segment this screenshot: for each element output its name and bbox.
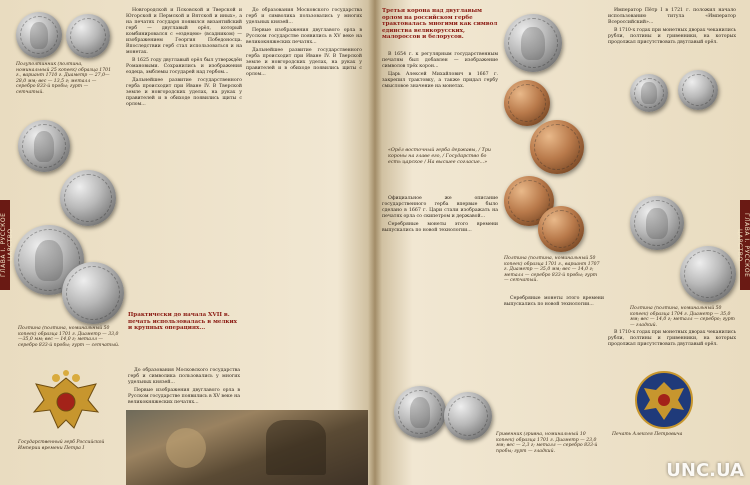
coin-large-left-2 [62, 262, 124, 324]
caption-crest-right: Печать Алексея Петровича [612, 432, 683, 437]
left-text-column-1 [126, 8, 242, 110]
right-highlight-heading: Третья корона над двуглавым орлом на российском гербе трактовалась многими как символ единства великорусских, малороссов и белорусов. [382, 8, 498, 41]
section-tab-left: ГЛАВА I. РУССКОЕ ЦАРСТВО [0, 200, 10, 290]
caption-mid-coin: Полтина (полтина, номинальный 50 копеек) образца 1701 г., вариант 1707 г. Диаметр — 35,0 мм; вес — 14,0 г; металл — серебро 833-й пробы; гурт — сетчатый. [504, 256, 600, 284]
right-text-column-3 [504, 296, 604, 310]
coin-bronze-4 [538, 206, 584, 252]
coin-right-large-2 [680, 246, 736, 302]
book-gutter [368, 0, 382, 485]
coin-right-large-1 [630, 196, 684, 250]
paragraph: В 1710-х годах при монетных дворах чеканились рубли, полтины и гривенники, на которых продолжал присутствовать двуглавый орёл. [608, 330, 736, 347]
verse-quote: «Орёл восточный герба державы, / Три короны на главе его, / Государство бо есть царское / На высшее согласие...» [388, 148, 491, 165]
coin-grivennik-reverse [444, 392, 492, 440]
right-page [378, 0, 750, 485]
watermark: UNC.UA [666, 460, 744, 481]
paragraph: Серебряные монеты этого времени выпускались по новой технологии... [382, 222, 498, 233]
imperial-seal-crest [634, 370, 694, 430]
coin-bronze-1 [504, 80, 550, 126]
paragraph: В 1710-х годах при монетных дворах чеканились рубли, полтины и гривенники, на которых продолжал присутствовать двуглавый орёл. [608, 28, 736, 45]
paragraph: В 1625 году двуглавый орёл был утверждён Романовыми. Сохранились и изображения ездеца, эмблемы государей над гербом... [126, 58, 242, 75]
right-text-column-5 [608, 330, 736, 350]
left-text-column-3 [246, 8, 362, 80]
historical-painting [126, 410, 368, 485]
double-headed-eagle-crest [26, 370, 106, 436]
left-page [0, 0, 372, 485]
right-text-column-4 [608, 8, 736, 48]
coin-obverse-top-left [16, 12, 62, 58]
paragraph: Дальнейшее развитие государственного герба происходит при Иване IV. В Тверской земле и новгородских уделах, на руках у правителей и в обиходе появились щиты с орлом... [126, 78, 242, 107]
paragraph: Первые изображения двуглавого орла в Русском государстве появились в XV веке на великокняжеских печатях... [246, 28, 362, 45]
coin-grivennik-obverse [394, 386, 446, 438]
coin-reverse-top-left [66, 14, 110, 58]
caption-right-coin: Полтина (полтина, номинальный 50 копеек) образца 1704 г. Диаметр — 35,0 мм; вес — 14,0 г; металл — серебро; гурт — гладкий. [630, 306, 735, 328]
paragraph: Официальное же описание государственного герба впервые было сделано в 1667 г. Цари стали изображать на печатях орла со скипетром и державой... [382, 196, 498, 219]
paragraph: Дальнейшее развитие государственного герба происходит при Иване IV. В Тверской земле и новгородских уделах, на руках у правителей и в обиходе появились щиты с орлом... [246, 48, 362, 77]
caption-crest-left: Государственный герб Российской Империи времени Петра I [18, 440, 105, 451]
right-text-column-2 [382, 196, 498, 236]
coin-reverse-mid [60, 170, 116, 226]
paragraph: Царь Алексей Михайлович в 1667 г. закрепил трактовку, а также придал гербу смысловое значение на монетах. [382, 72, 498, 89]
left-highlight-heading: Практически до начала XVII в. печать использовалась в мелких и крупных операциях... [128, 312, 237, 332]
coin-bronze-2 [530, 120, 584, 174]
paragraph: Первые изображения двуглавого орла в Русском государстве появились в XV веке на великокняжеских печатях... [128, 388, 240, 405]
paragraph: Новгородской и Псковской и Тверской и Югорской и Пермской и Вятской и иных», а на печатях государя появился византийский герб — двуглавый орёл, который комбинировался с «ездецем» (всадником) — изображением Георгия Победоносца. Впоследствии герб стал использоваться и на монетах. [126, 8, 242, 55]
paragraph: Император Пётр I в 1721 г. положил начало использованию титула «Император Всероссийский»... [608, 8, 736, 25]
paragraph: До образования Московского государства герб и символика пользовались у многих удельных князей... [246, 8, 362, 25]
coin-obverse-mid [18, 120, 70, 172]
coin-portrait-right-1 [504, 14, 562, 72]
paragraph: В 1654 г. к регулярным государственным печатям был добавлен — изображение символов трёх корон... [382, 52, 498, 69]
right-text-column-1 [382, 52, 498, 92]
caption-left-coin: Полтина (полтина, номинальный 50 копеек) образца 1701 г. Диаметр — 33,0—35,0 мм; вес — 14,0 г; металл — серебро 833-й пробы; гурт — сетчатый. [18, 326, 120, 348]
paragraph: Серебряные монеты этого времени выпускались по новой технологии... [504, 296, 604, 307]
left-text-column-2 [128, 368, 240, 408]
section-tab-right: ГЛАВА I. РУССКОЕ ЦАРСТВО [740, 200, 750, 290]
coin-right-small-2 [678, 70, 718, 110]
paragraph: До образования Московского государства герб и символика пользовались у многих удельных князей... [128, 368, 240, 385]
coin-right-small-1 [630, 74, 668, 112]
caption-bottom-coin: Гривенник (гривна, номинальный 10 копеек) образца 1701 г. Диаметр — 23,0 мм; вес — 2,3 г; металл — серебро 833-й пробы; гурт — гладкий. [496, 432, 598, 454]
caption-top-coin: Полуполтинник (полтина, номинальный 25 копеек) образца 1701 г., вариант 1710 г. Диаметр — 27,0—28,0 мм; вес — 13,5 г; металл — серебро 833-й пробы; гурт — сетчатый. [16, 62, 111, 95]
